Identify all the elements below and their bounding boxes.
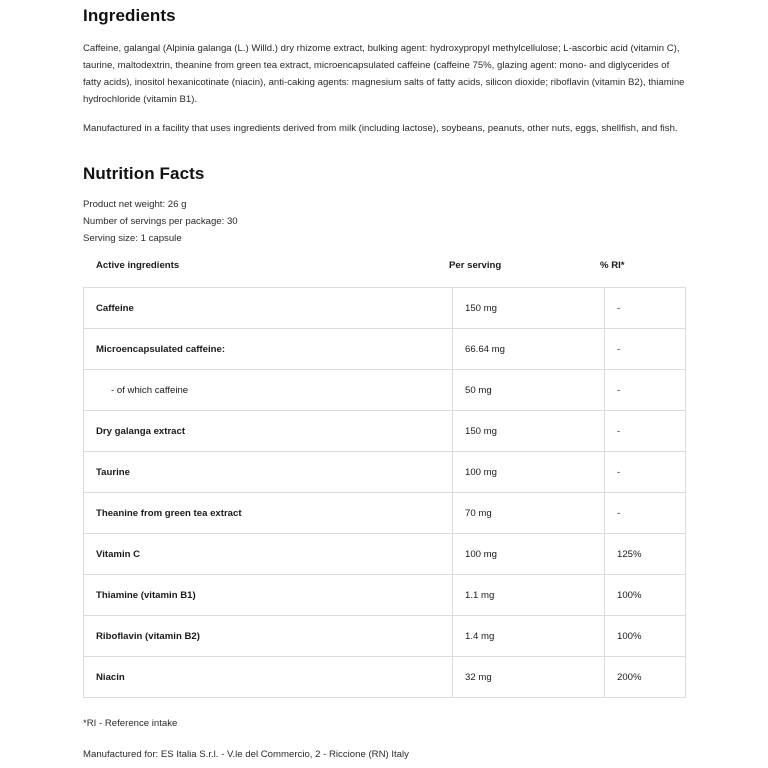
ingredient-name: Dry galanga extract [84, 411, 453, 452]
ingredient-name: Thiamine (vitamin B1) [84, 575, 453, 616]
ri-value: 100% [605, 575, 686, 616]
ingredient-name: Niacin [84, 657, 453, 698]
table-row [84, 493, 686, 534]
net-weight: Product net weight: 26 g [83, 199, 187, 210]
ri-value: - [605, 452, 686, 493]
ri-value: - [605, 370, 686, 411]
ingredients-text: Caffeine, galangal (Alpinia galanga (L.) Willd.) dry rhizome extract, bulking agent: hydroxypropyl methylcellulose; L-ascorbic acid (vitamin C), taurine, maltodextrin, theanine from green tea extract, microencapsulated caffeine (caffeine 75%, glazing agent: mono- and diglycerides of fatty acids), inositol hexanicotinate (niacin), anti-caking agents: magnesium salts of fatty acids, silicon dioxide; riboflavin (vitamin B2), thiamine hydrochloride (vitamin B1). [83, 43, 685, 105]
table-row [84, 452, 686, 493]
servings-per-package: Number of servings per package: 30 [83, 216, 238, 227]
manufacturer-info: Manufactured for: ES Italia S.r.l. - V.le del Commercio, 2 - Riccione (RN) Italy [83, 749, 409, 760]
ingredient-name: Caffeine [84, 288, 453, 329]
table-row [84, 657, 686, 698]
ingredients-heading: Ingredients [83, 6, 176, 25]
ingredient-name: Taurine [84, 452, 453, 493]
column-header-per-serving: Per serving [449, 260, 502, 271]
allergen-facility-text: Manufactured in a facility that uses ingredients derived from milk (including lactose), soybeans, peanuts, other nuts, eggs, shellfish, and fish. [83, 123, 678, 134]
per-serving-value: 32 mg [453, 657, 605, 698]
per-serving-value: 150 mg [453, 411, 605, 452]
ingredient-name: Riboflavin (vitamin B2) [84, 616, 453, 657]
per-serving-value: 66.64 mg [453, 329, 605, 370]
per-serving-value: 1.1 mg [453, 575, 605, 616]
ri-value: 200% [605, 657, 686, 698]
ri-value: - [605, 288, 686, 329]
ri-value: - [605, 329, 686, 370]
ingredient-name: Vitamin C [84, 534, 453, 575]
table-row [84, 288, 686, 329]
column-header-active-ingredients: Active ingredients [96, 260, 180, 271]
per-serving-value: 1.4 mg [453, 616, 605, 657]
table-row [84, 411, 686, 452]
table-row [84, 575, 686, 616]
per-serving-value: 150 mg [453, 288, 605, 329]
per-serving-value: 100 mg [453, 534, 605, 575]
nutrition-table-header [83, 255, 686, 279]
ingredient-name: Theanine from green tea extract [84, 493, 453, 534]
per-serving-value: 50 mg [453, 370, 605, 411]
serving-size: Serving size: 1 capsule [83, 233, 182, 244]
ri-footnote: *RI - Reference intake [83, 718, 178, 729]
ri-value: - [605, 493, 686, 534]
column-header-ri: % RI* [600, 260, 625, 271]
table-row [84, 534, 686, 575]
table-row [84, 616, 686, 657]
per-serving-value: 70 mg [453, 493, 605, 534]
ri-value: 100% [605, 616, 686, 657]
per-serving-value: 100 mg [453, 452, 605, 493]
ri-value: 125% [605, 534, 686, 575]
ingredient-name: - of which caffeine [84, 370, 453, 411]
ingredient-name: Microencapsulated caffeine: [84, 329, 453, 370]
nutrition-meta [83, 196, 238, 247]
table-row [84, 370, 686, 411]
ri-value: - [605, 411, 686, 452]
table-row [84, 329, 686, 370]
nutrition-table [83, 287, 686, 698]
nutrition-facts-heading: Nutrition Facts [83, 164, 205, 183]
